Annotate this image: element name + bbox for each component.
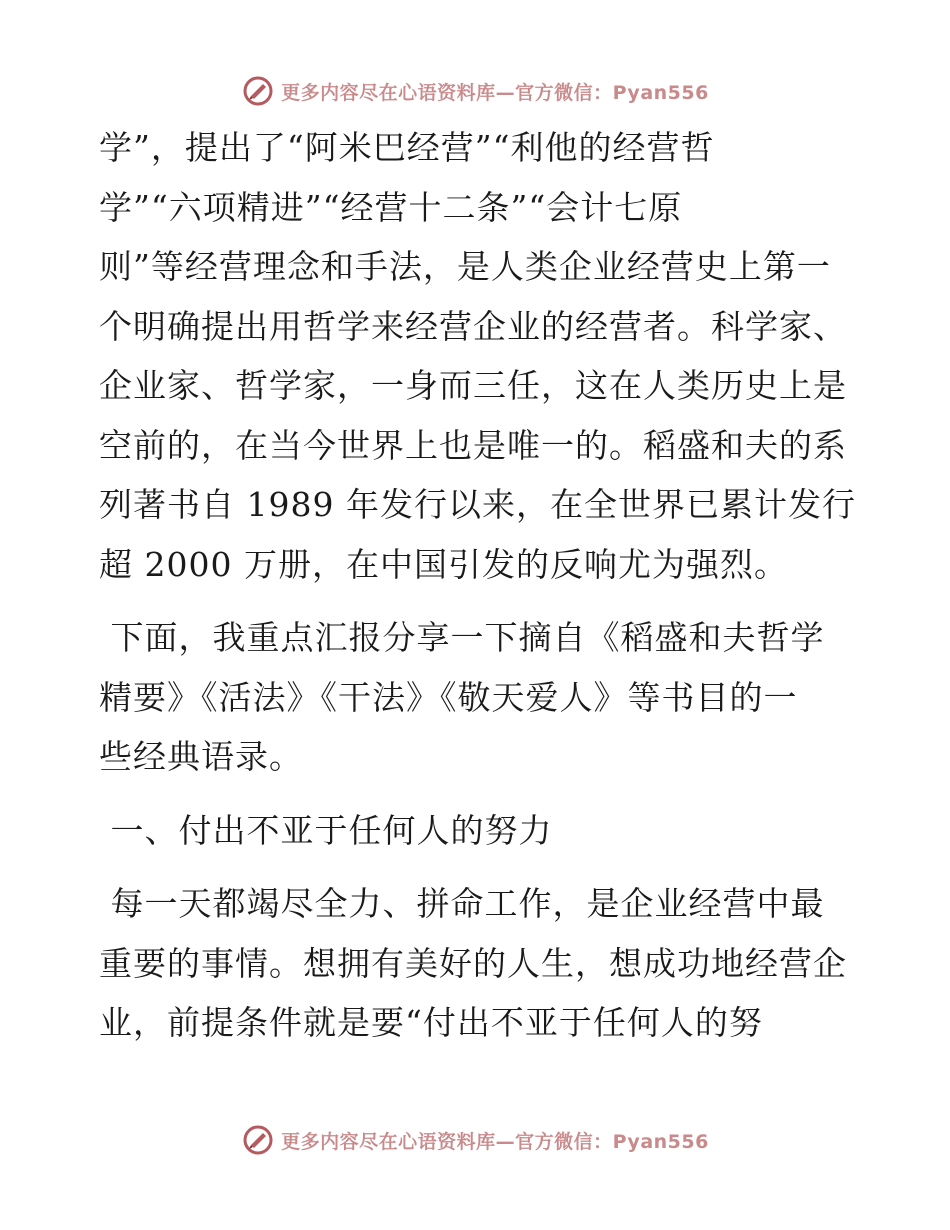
pen-swirl-logo-icon xyxy=(241,74,275,108)
text-line: 重要的事情。想拥有美好的人生，想成功地经营企 xyxy=(99,943,847,983)
text-line: 每一天都竭尽全力、拼命工作，是企业经营中最 xyxy=(99,884,825,923)
paragraph-intro xyxy=(99,118,859,594)
text-line: 业，前提条件就是要“付出不亚于任何人的努 xyxy=(99,1003,763,1042)
text-line: 学”，提出了“阿米巴经营”“利他的经营哲 xyxy=(99,128,715,167)
pen-swirl-logo-icon xyxy=(241,1123,275,1157)
section-heading xyxy=(99,801,859,861)
header-watermark xyxy=(0,71,950,111)
text-line: 些经典语录。 xyxy=(99,737,303,776)
text-line: 则”等经营理念和手法，是人类企业经营史上第一 xyxy=(99,247,831,286)
document-body xyxy=(99,118,859,1053)
text-line: 超 2000 万册，在中国引发的反响尤为强烈。 xyxy=(99,544,788,584)
text-line: 企业家、哲学家，一身而三任，这在人类历史上是 xyxy=(99,366,847,405)
paragraph-summary xyxy=(99,608,859,787)
heading-line: 一、付出不亚于任何人的努力 xyxy=(99,810,553,850)
text-line: 下面，我重点汇报分享一下摘自《稻盛和夫哲学 xyxy=(99,618,825,657)
text-line: 个明确提出用哲学来经营企业的经营者。科学家、 xyxy=(99,306,847,346)
watermark-text: 更多内容尽在心语资料库—官方微信：Pyan556 xyxy=(281,1130,709,1153)
text-line: 学”“六项精进”“经营十二条”“会计七原 xyxy=(99,187,683,227)
footer-watermark xyxy=(0,1120,950,1160)
text-line: 列著书自 1989 年发行以来，在全世界已累计发行 xyxy=(99,485,856,524)
watermark-text: 更多内容尽在心语资料库—官方微信：Pyan556 xyxy=(281,81,709,104)
text-line: 空前的，在当今世界上也是唯一的。稻盛和夫的系 xyxy=(99,425,847,465)
paragraph-section-body xyxy=(99,874,859,1053)
text-line: 精要》《活法》《干法》《敬天爱人》等书目的一 xyxy=(99,677,798,717)
